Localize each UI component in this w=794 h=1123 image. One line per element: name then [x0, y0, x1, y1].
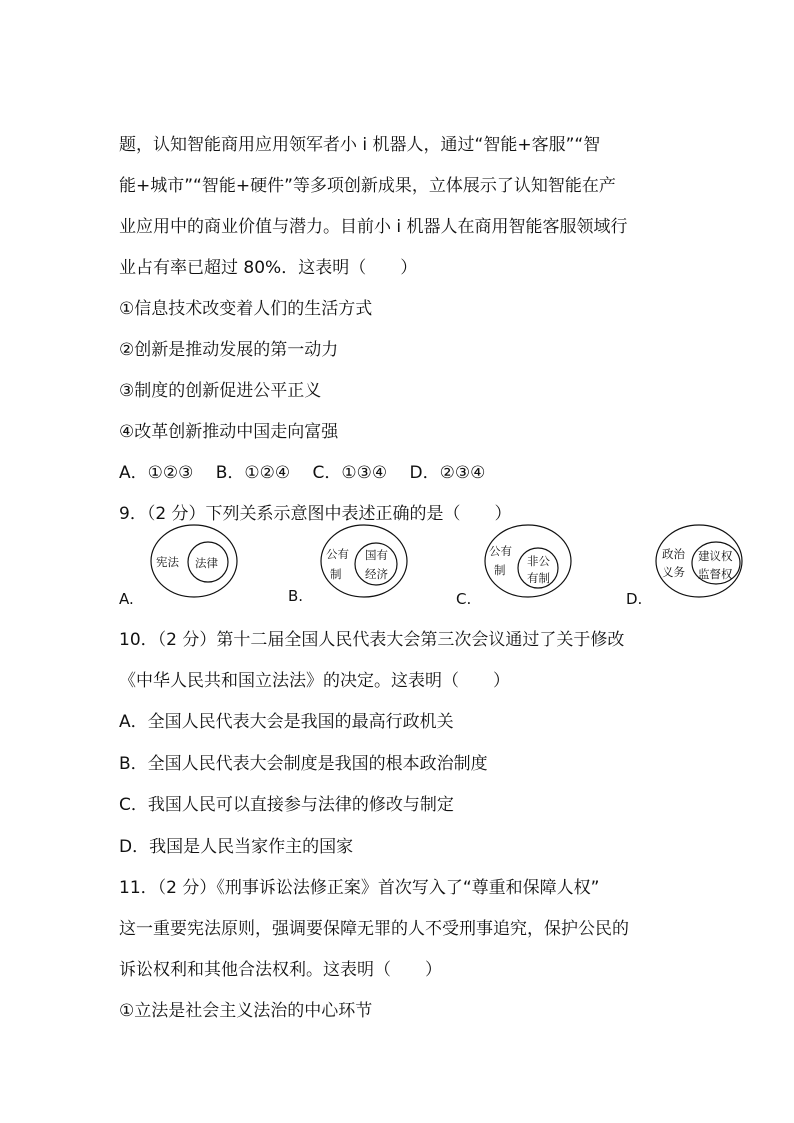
q8-stem-line-1: 题，认知智能商用应用领军者小 i 机器人，通过“智能+客服”“智 [119, 135, 601, 155]
q11-stem-line-1: 11．（2 分）《刑事诉讼法修正案》首次写入了“尊重和保障人权” [119, 878, 600, 898]
q9-a-outer-label: 宪法 [156, 555, 179, 569]
q9-option-a-diagram [148, 522, 240, 604]
q10-stem-line-1: 10．（2 分）第十二届全国人民代表大会第三次会议通过了关于修改 [119, 630, 625, 650]
q11-statement-1: ①立法是社会主义法治的中心环节 [119, 1001, 373, 1021]
q8-stem-line-2: 能+城市”“智能+硬件”等多项创新成果，立体展示了认知智能在产 [119, 176, 616, 196]
q10-choice-a: A．全国人民代表大会是我国的最高行政机关 [119, 712, 454, 732]
q10-choice-b: B．全国人民代表大会制度是我国的根本政治制度 [119, 754, 488, 774]
q9-option-d-diagram [653, 522, 745, 604]
q9-b-outer-label-bottom: 制 [330, 567, 342, 581]
q9-option-b-diagram [318, 522, 410, 604]
q8-stem-line-3: 业应用中的商业价值与潜力。目前小 i 机器人在商用智能客服领域行 [119, 217, 628, 237]
q9-d-outer-label-bottom: 义务 [662, 565, 685, 579]
q8-statement-3: ③制度的创新促进公平正义 [119, 381, 322, 401]
q9-b-outer-label-top: 公有 [326, 547, 349, 561]
q11-stem-line-3: 诉讼权利和其他合法权利。这表明（ ） [119, 960, 442, 980]
q10-choice-d: D．我国是人民当家作主的国家 [119, 837, 354, 857]
q9-a-inner-label: 法律 [195, 556, 218, 570]
q9-c-inner-label-bottom: 有制 [527, 571, 550, 585]
q9-option-c-diagram [482, 522, 574, 604]
q9-option-a-label: A. [119, 590, 134, 608]
q11-stem-line-2: 这一重要宪法原则，强调要保障无罪的人不受刑事追究，保护公民的 [119, 919, 629, 939]
q10-stem-line-2: 《中华人民共和国立法法》的决定。这表明（ ） [119, 671, 510, 691]
q9-d-inner-label-bottom: 监督权 [698, 567, 733, 581]
q8-stem-line-4: 业占有率已超过 80%．这表明（ ） [119, 258, 418, 278]
q9-c-inner-label-top: 非公 [527, 554, 550, 568]
q8-statement-1: ①信息技术改变着人们的生活方式 [119, 299, 373, 319]
q9-d-inner-label-top: 建议权 [698, 549, 733, 563]
q8-statement-2: ②创新是推动发展的第一动力 [119, 340, 339, 360]
q8-statement-4: ④改革创新推动中国走向富强 [119, 422, 339, 442]
q9-c-outer-label-bottom: 制 [494, 563, 506, 577]
q9-c-outer-label-top: 公有 [489, 544, 512, 558]
q10-choice-c: C．我国人民可以直接参与法律的修改与制定 [119, 795, 454, 815]
q9-d-outer-label-top: 政治 [662, 547, 685, 561]
q8-choices: A．①②③ B．①②④ C．①③④ D．②③④ [119, 463, 486, 483]
q9-option-b-label: B. [288, 587, 304, 605]
q9-stem: 9．（2 分）下列关系示意图中表述正确的是（ ） [119, 504, 512, 524]
q9-b-inner-label-top: 国有 [365, 548, 388, 562]
q9-option-d-label: D. [626, 590, 643, 608]
q9-option-c-label: C. [456, 590, 472, 608]
q9-b-inner-label-bottom: 经济 [365, 567, 388, 581]
